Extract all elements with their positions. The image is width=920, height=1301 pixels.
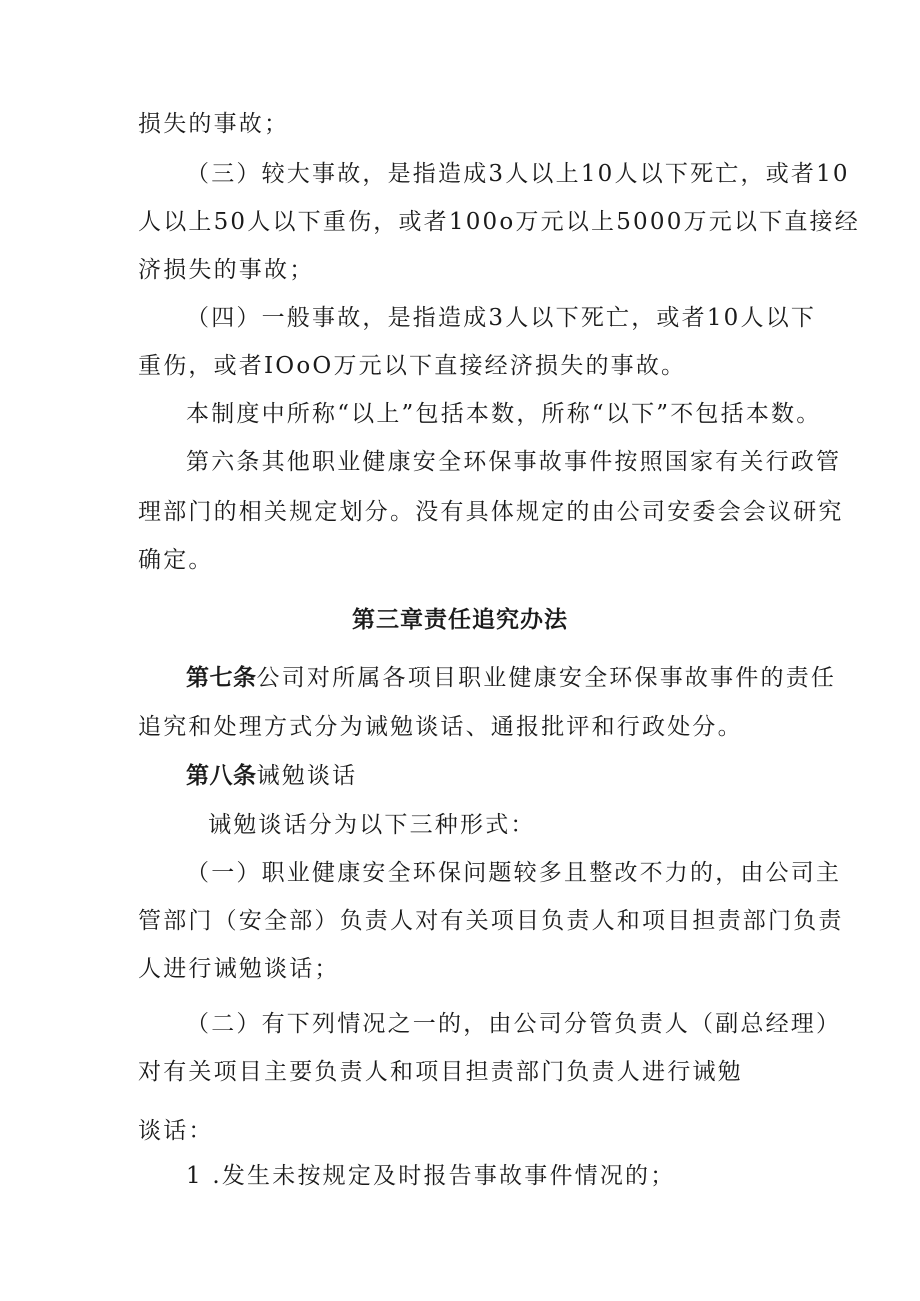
paragraph-line: 确定。 [138, 547, 214, 573]
paragraph-line: 1 .发生未按规定及时报告事故事件情况的； [186, 1163, 676, 1189]
paragraph-line: 人以上50人以下重伤，或者100o万元以上5000万元以下直接经 [138, 209, 860, 235]
paragraph-line: 重伤，或者IOoO万元以下直接经济损失的事故。 [138, 353, 687, 379]
article-8-label: 第八条 [186, 762, 257, 789]
paragraph-line: 对有关项目主要负责人和项目担责部门负责人进行诫勉 [138, 1059, 743, 1085]
paragraph-line: 第六条其他职业健康安全环保事故事件按照国家有关行政管 [186, 449, 842, 475]
paragraph-line: 损失的事故； [138, 111, 290, 137]
paragraph-line: 人进行诫勉谈话； [138, 956, 340, 982]
article-7-line [186, 664, 836, 692]
article-8-text: 诫勉谈话 [256, 763, 358, 789]
paragraph-line: （一）职业健康安全环保问题较多且整改不力的，由公司主 [186, 860, 842, 886]
paragraph-line: （四）一般事故，是指造成3人以下死亡，或者10人以下 [186, 305, 817, 331]
paragraph-line: 理部门的相关规定划分。没有具体规定的由公司安委会会议研究 [138, 499, 844, 525]
paragraph-line: 追究和处理方式分为诫勉谈话、通报批评和行政处分。 [138, 714, 743, 740]
paragraph-line: 管部门（安全部）负责人对有关项目负责人和项目担责部门负责 [138, 908, 844, 934]
article-7-text: 公司对所属各项目职业健康安全环保事故事件的责任 [256, 665, 837, 691]
article-8-line [186, 762, 357, 790]
paragraph-line: 济损失的事故； [138, 257, 315, 283]
article-7-label: 第七条 [186, 664, 257, 691]
paragraph-line: （三）较大事故，是指造成3人以上10人以下死亡，或者10 [186, 161, 850, 187]
chapter-title: 第三章责任追究办法 [352, 606, 568, 633]
paragraph-line: 谈话： [138, 1118, 214, 1144]
paragraph-line: （二）有下列情况之一的，由公司分管负责人（副总经理） [186, 1011, 842, 1037]
paragraph-line: 诫勉谈话分为以下三种形式： [208, 812, 536, 838]
paragraph-line: 本制度中所称“以上”包括本数，所称“以下”不包括本数。 [186, 401, 822, 427]
